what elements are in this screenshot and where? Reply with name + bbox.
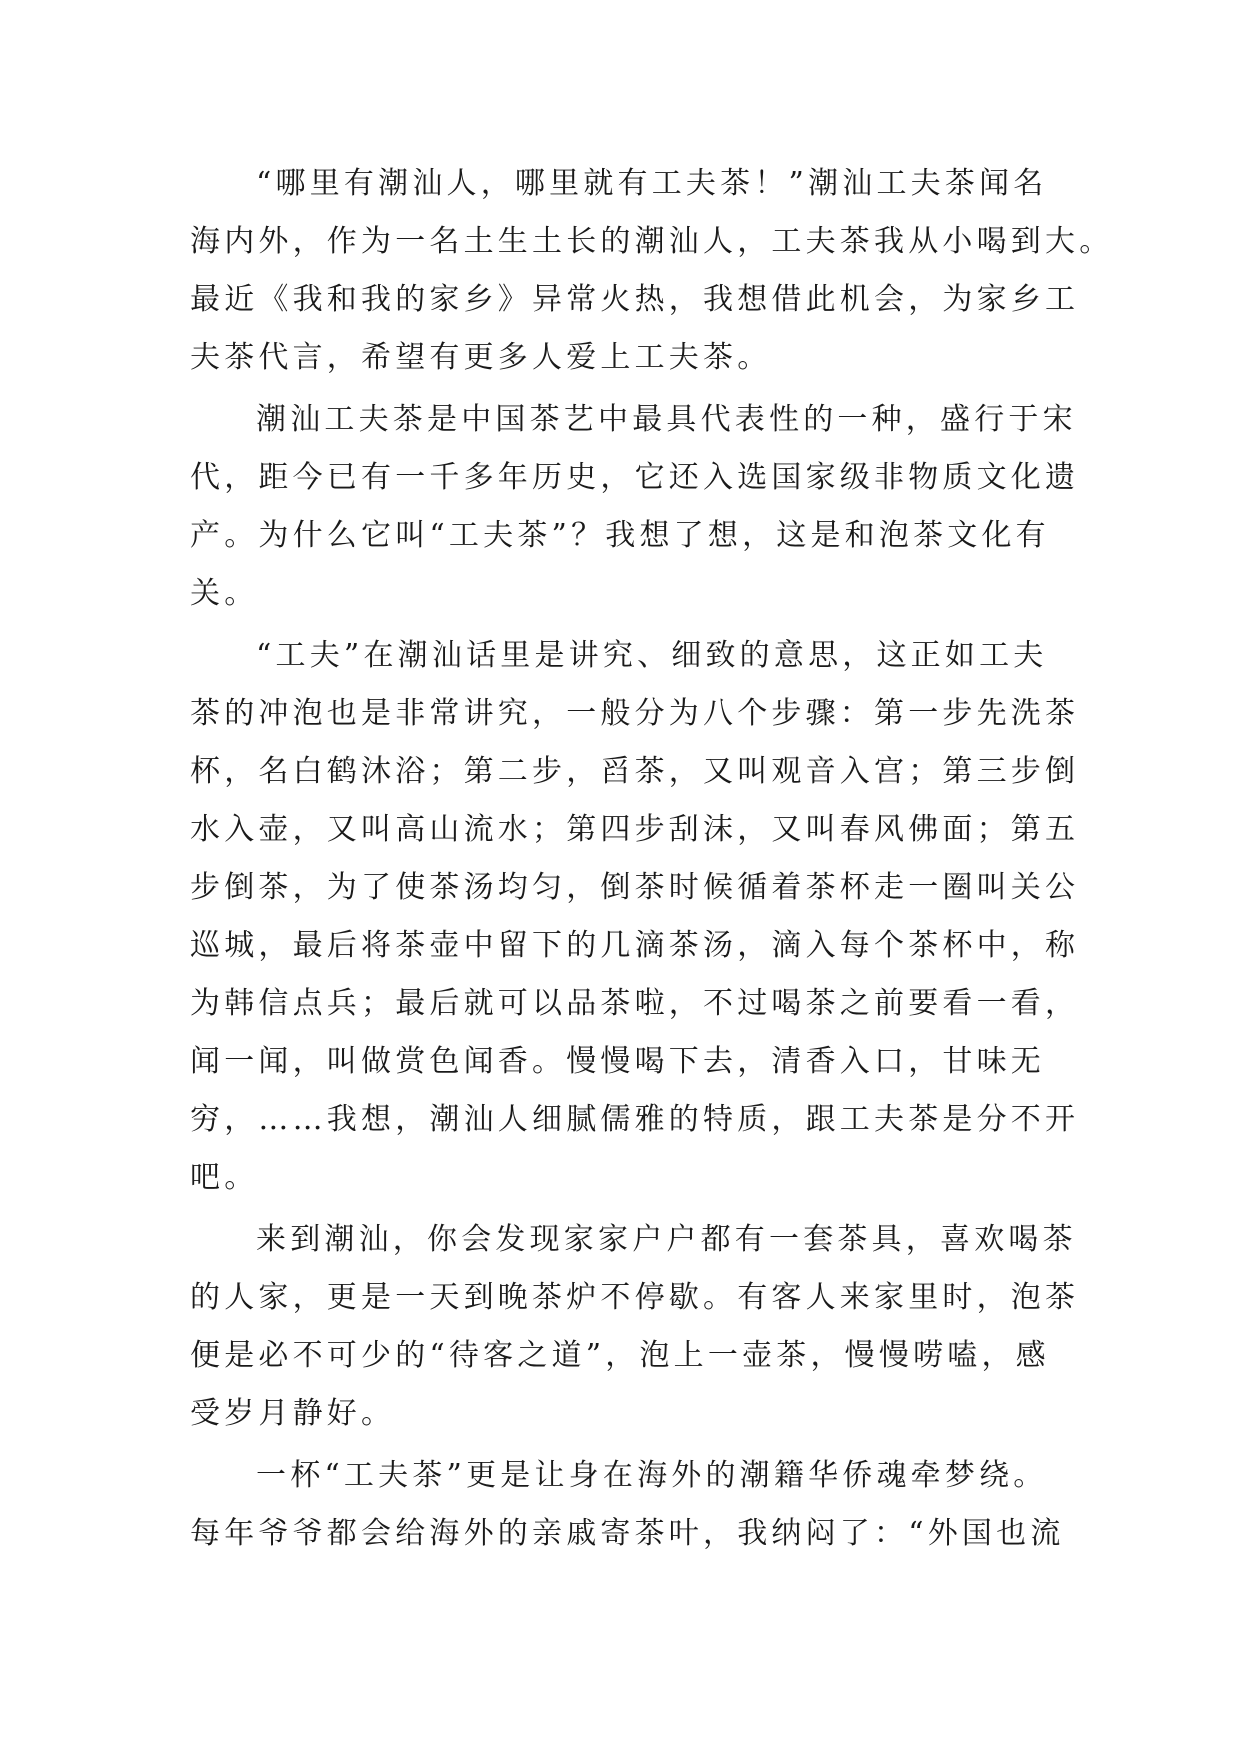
paragraph-3 bbox=[190, 627, 1080, 1207]
text-line: 产。为什么它叫“工夫茶”？我想了想，这是和泡茶文化有 bbox=[190, 518, 1050, 553]
paragraph-2 bbox=[190, 391, 1080, 623]
paragraph-1 bbox=[190, 155, 1114, 387]
text-line: 潮汕工夫茶是中国茶艺中最具代表性的一种，盛行于宋 bbox=[256, 402, 1077, 437]
text-line: 吧。 bbox=[190, 1160, 259, 1195]
text-line: 一杯“工夫茶”更是让身在海外的潮籍华侨魂牵梦绕。 bbox=[256, 1458, 1048, 1493]
text-line: 茶的冲泡也是非常讲究，一般分为八个步骤：第一步先洗茶 bbox=[190, 696, 1080, 731]
text-line: 来到潮汕，你会发现家家户户都有一套茶具，喜欢喝茶 bbox=[256, 1222, 1077, 1257]
text-line: 的人家，更是一天到晚茶炉不停歇。有客人来家里时，泡茶 bbox=[190, 1280, 1080, 1315]
text-line: 闻一闻，叫做赏色闻香。慢慢喝下去，清香入口，甘味无 bbox=[190, 1044, 1045, 1079]
text-line: 步倒茶，为了使茶汤均匀，倒茶时候循着茶杯走一圈叫关公 bbox=[190, 870, 1080, 905]
text-line: 杯，名白鹤沐浴；第二步，舀茶，又叫观音入宫；第三步倒 bbox=[190, 754, 1080, 789]
text-line: 关。 bbox=[190, 576, 259, 611]
text-body bbox=[190, 155, 1114, 1563]
text-line: 便是必不可少的“待客之道”，泡上一壶茶，慢慢唠嗑，感 bbox=[190, 1338, 1050, 1373]
text-line: 水入壶，又叫高山流水；第四步刮沫，又叫春风佛面；第五 bbox=[190, 812, 1080, 847]
text-line: “工夫”在潮汕话里是讲究、细致的意思，这正如工夫 bbox=[256, 638, 1048, 673]
text-line: 最近《我和我的家乡》异常火热，我想借此机会，为家乡工 bbox=[190, 282, 1080, 317]
text-line: 巡城，最后将茶壶中留下的几滴茶汤，滴入每个茶杯中，称 bbox=[190, 928, 1080, 963]
text-line: 夫茶代言，希望有更多人爱上工夫茶。 bbox=[190, 340, 772, 375]
text-line: 受岁月静好。 bbox=[190, 1396, 396, 1431]
text-line: 为韩信点兵；最后就可以品茶啦，不过喝茶之前要看一看， bbox=[190, 986, 1080, 1021]
text-line: 代，距今已有一千多年历史，它还入选国家级非物质文化遗 bbox=[190, 460, 1080, 495]
paragraph-5 bbox=[190, 1447, 1065, 1563]
paragraph-4 bbox=[190, 1211, 1080, 1443]
text-line: 海内外，作为一名土生土长的潮汕人，工夫茶我从小喝到大。 bbox=[190, 224, 1114, 259]
text-line: 穷，……我想，潮汕人细腻儒雅的特质，跟工夫茶是分不开 bbox=[190, 1102, 1080, 1137]
text-line: “哪里有潮汕人，哪里就有工夫茶！”潮汕工夫茶闻名 bbox=[256, 166, 1048, 201]
text-line: 每年爷爷都会给海外的亲戚寄茶叶，我纳闷了：“外国也流 bbox=[190, 1516, 1065, 1551]
